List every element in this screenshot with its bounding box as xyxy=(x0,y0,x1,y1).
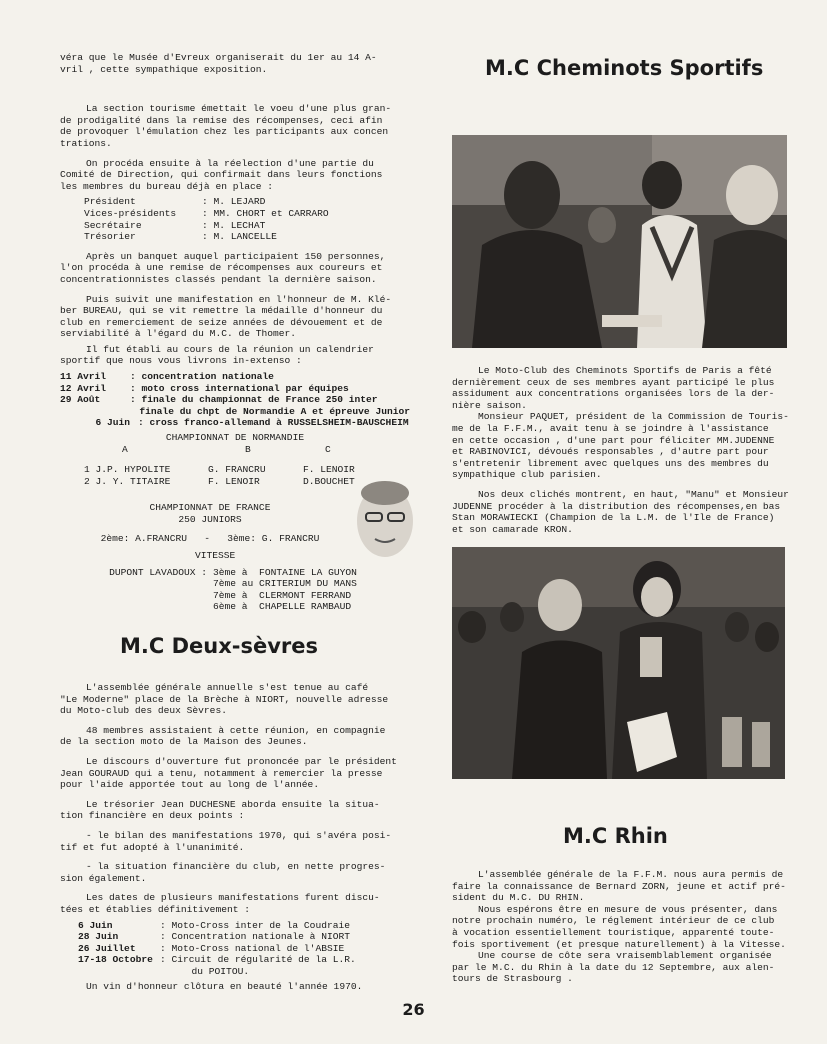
calendar-row: 6 Juin : cross franco-allemand à RUSSELSHEIM-BAUSCHEIM xyxy=(95,417,409,429)
championnat-normandie-title: CHAMPIONNAT DE NORMANDIE xyxy=(165,432,305,443)
championnat-france: CHAMPIONNAT DE FRANCE 250 JUNIORS 2ème: A.FRANCRU - 3ème: G. FRANCRU xyxy=(100,502,320,545)
bureau-row: Président : M. LEJARD xyxy=(84,196,266,208)
rhin-article: L'assemblée générale de la F.F.M. nous aura permis de faire la connaissance de Bernard ZORN, jeune et actif pré- sident du M.C. DU RHIN. Nous espérons être en mesure de vous présenter, dans notre prochain numéro, le réglement intérieur de ce club à vocation essentiellement touristique, apparenté toute- fois sportivement (et presque naturellement) à la Vitesse. Une course de côte sera vraisemblablement organisée par le M.C. du Rhin à la date du 12 Septembre, aux alen- tours de Strasbourg . xyxy=(452,869,786,985)
tourisme-paragraph: La section tourisme émettait le voeu d'une plus gran- de prodigalité dans la remise des récompenses, ceci afin de provoquer l'émulation chez les participants aux concen trations. xyxy=(60,103,392,149)
top-photo xyxy=(452,135,787,348)
date-row: 6 Juin : Moto-Cross inter de la Coudraie xyxy=(78,919,350,931)
deux-sevres-article: L'assemblée générale annuelle s'est tenue au café "Le Moderne" place de la Brèche à NIORT, nouvelle adresse du Moto-club des deux Sèvres. 48 membres assistaient à cette réunion, en compagnie de la section moto de la Maison des Jeunes. Le discours d'ouverture fut prononcée par le président Jean GOURAUD qui a tenu, notamment à remercier la presse pour l'aide apportée tout au long de l'année. Le trésorier Jean DUCHESNE aborda ensuite la situa- tion financière en deux points : - le bilan des manifestations 1970, qui s'avéra posi- tif et fut adopté à l'unanimité. - la situation financière du club, en nette progres- sion également. Les dates de plusieurs manifestations furent discu- tées et établies définitivement : 6 Juin : Moto-Cross inter de la Coudraie 28 Juin : Concentration nationale à NIORT 26 Juillet : Moto-Cross national de l'ABSIE 17-18 Octobre : Circuit de régularité de la L.R. du POITOU. Un vin d'honneur clôtura en beauté l'année 1970. xyxy=(60,682,410,993)
date-row: 26 Juillet : Moto-Cross national de l'ABSIE xyxy=(78,942,345,954)
deux-sevres-dates xyxy=(78,920,410,978)
bureau-list xyxy=(84,196,410,242)
bureau-row: Trésorier : M. LANCELLE xyxy=(84,231,277,243)
results-row: 2 J. Y. TITAIRE F. LENOIR D.BOUCHET xyxy=(84,475,355,487)
calendar-row: 29 Août : finale du championnat de France 250 inter xyxy=(60,394,378,406)
deux-sevres-title: M.C Deux-sèvres xyxy=(120,634,319,658)
results-row: 1 J.P. HYPOLITE G. FRANCRU F. LENOIR xyxy=(84,463,355,475)
election-paragraph: On procéda ensuite à la réelection d'une partie du Comité de Direction, qui confirmait dans leurs fonctions les membres du bureau déjà en place : xyxy=(60,157,383,192)
cheminots-title: M.C Cheminots Sportifs xyxy=(485,56,764,80)
page-number: 26 xyxy=(402,1000,425,1019)
vitesse-section: VITESSE DUPONT LAVADOUX : 3ème à FONTAINE LA GUYON 7ème au CRITERIUM DU MANS 7ème à CLERMONT FERRAND 6ème à CHAPELLE RAMBAUD xyxy=(109,550,357,613)
calendar-row: 11 Avril : concentration nationale xyxy=(60,371,274,383)
championnat-normandie: CHAMPIONNAT DE NORMANDIE A B C 1 J.P. HYPOLITE G. FRANCRU F. LENOIR 2 J. Y. TITAIRE F. LENOIR D.BOUCHET xyxy=(60,432,410,488)
calendar-row: finale du chpt de Normandie A et épreuve Junior xyxy=(127,405,410,417)
calendar-list xyxy=(60,371,410,429)
date-row: du POITOU. xyxy=(180,965,250,977)
bottom-photo xyxy=(452,547,785,779)
rhin-title: M.C Rhin xyxy=(563,824,668,848)
calendar-row: 12 Avril : moto cross international par équipes xyxy=(60,382,349,394)
cheminots-article: Le Moto-Club des Cheminots Sportifs de Paris a fêté dernièrement ceux de ses membres ayant participé le plus assidument aux concentrations organisées lors de la der- nière saison. Monsieur PAQUET, président de la Commission de Touris- me de la F.F.M., avait tenu à se joindre à l'assistance en cette occasion , d'une part pour féliciter MM.JUDENNE et RABINOVICI, dévoués responsables , d'autre part pour s'entretenir librement avec quelques uns des membres du sympathique club parisien. Nos deux clichés montrent, en haut, "Manu" et Monsieur JUDENNE procéder à la distribution des récompenses,en bas Stan MORAWIECKI (Champion de la L.M. de l'Ile de France) et son camarade KRON. xyxy=(452,365,789,535)
date-row: 17-18 Octobre : Circuit de régularité de la L.R. xyxy=(78,954,356,966)
bureau-row: Secrétaire : M. LECHAT xyxy=(84,219,266,231)
portrait-photo xyxy=(350,475,420,563)
bureau-row: Vices-présidents : MM. CHORT et CARRARO xyxy=(84,207,329,219)
honneur-paragraph: Puis suivit une manifestation en l'honneur de M. Klé- ber BUREAU, qui se vit remettre la médaille d'honneur du club en remerciement de seize années de dévouement et de serviabilité à l'égard du M.C. de Thomer. xyxy=(60,293,392,340)
intro-paragraph: véra que le Musée d'Evreux organiserait du 1er au 14 A- vril , cette sympathique exposition. xyxy=(60,52,377,75)
date-row: 28 Juin : Concentration nationale à NIORT xyxy=(78,931,350,943)
banquet-paragraph: Après un banquet auquel participaient 150 personnes, l'on procéda à une remise de récompenses aux coureurs et concentrationnistes classés pendant la dernière saison. xyxy=(60,250,386,285)
left-column xyxy=(60,52,410,429)
calendrier-paragraph: Il fut établi au cours de la réunion un calendrier sportif que nous vous livrons in-extenso : xyxy=(60,343,374,367)
